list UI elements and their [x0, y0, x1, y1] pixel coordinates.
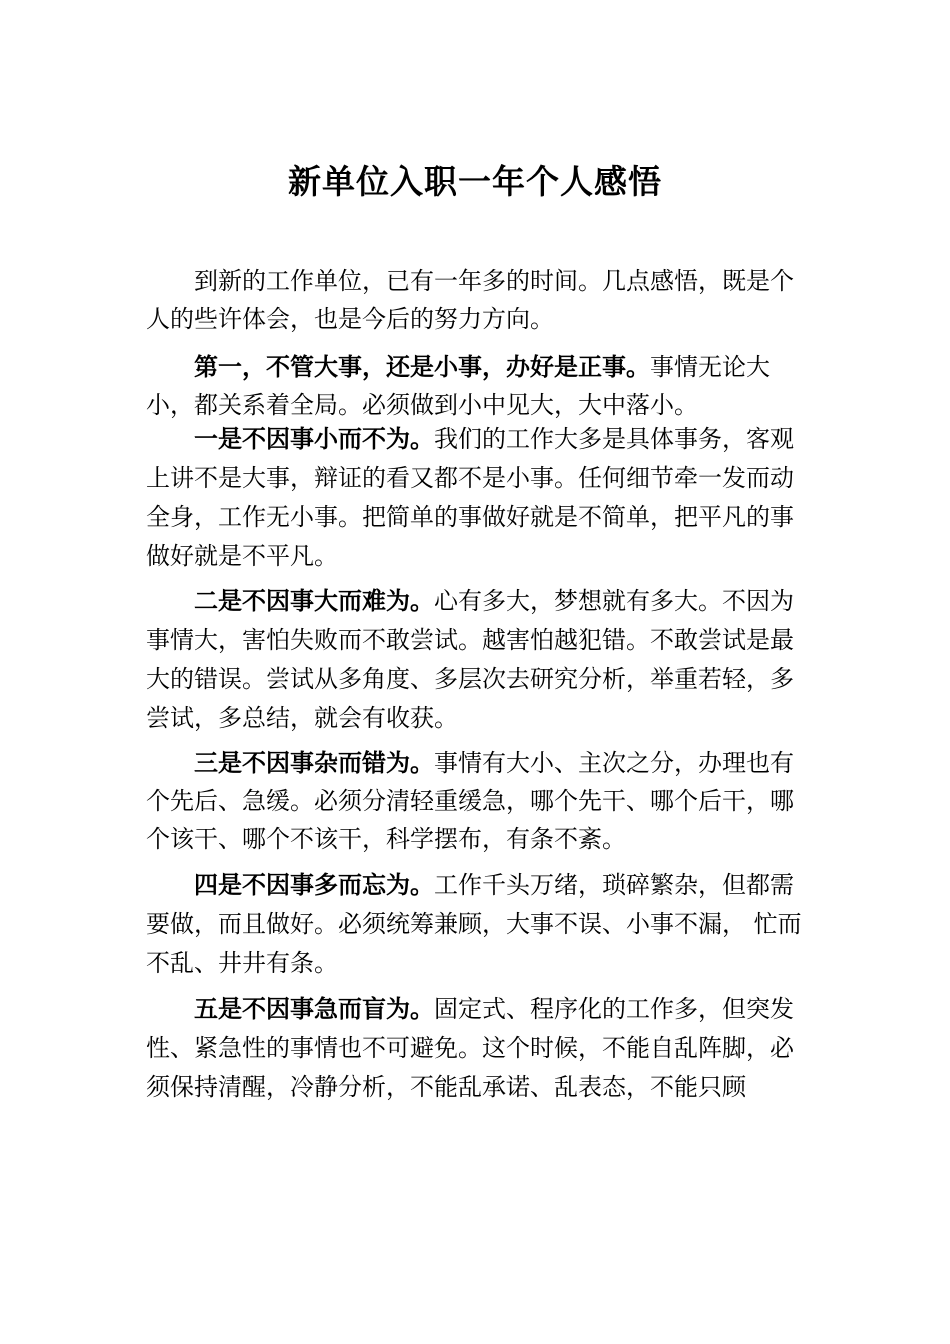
- section-text: 事情无论大小，都关系着全局。必须做到小中见大，大中落小。: [146, 353, 770, 419]
- section-paragraph-1: [146, 348, 810, 424]
- section-lead: 第一，不管大事，还是小事，办好是正事。: [194, 353, 650, 381]
- section-text: 固定式、程序化的工作多，但突发性、紧急性的事情也不可避免。这个时候，不能自乱阵脚，必须保持清醒，冷静分析，不能乱承诺、乱表态，不能只顾: [146, 995, 794, 1101]
- section-lead: 一是不因事小而不为。: [194, 425, 434, 453]
- section-paragraph-3: [146, 582, 810, 738]
- section-lead: 五是不因事急而盲为。: [194, 995, 434, 1023]
- section-paragraph-4: [146, 744, 810, 858]
- section-paragraph-2: [146, 420, 810, 576]
- section-text: 事情有大小、主次之分，办理也有个先后、急缓。必须分清轻重缓急，哪个先干、哪个后干，哪个该干、哪个不该干，科学摆布，有条不紊。: [146, 749, 794, 853]
- section-lead: 四是不因事多而忘为。: [194, 871, 434, 899]
- document-title: 新单位入职一年个人感悟: [288, 162, 662, 201]
- section-text: 心有多大，梦想就有多大。不因为事情大，害怕失败而不敢尝试。越害怕越犯错。不敢尝试是最大的错误。尝试从多角度、多层次去研究分析，举重若轻，多尝试，多总结，就会有收获。: [146, 587, 794, 732]
- section-text: 我们的工作大多是具体事务，客观上讲不是大事，辩证的看又都不是小事。任何细节牵一发而动全身，工作无小事。把简单的事做好就是不简单，把平凡的事做好就是不平凡。: [146, 425, 794, 570]
- section-lead: 三是不因事杂而错为。: [194, 749, 434, 777]
- section-paragraph-6: [146, 990, 810, 1107]
- intro-paragraph: 到新的工作单位，已有一年多的时间。几点感悟，既是个人的些许体会，也是今后的努力方向。: [146, 267, 794, 333]
- section-paragraph-5: [146, 866, 810, 983]
- section-lead: 二是不因事大而难为。: [194, 587, 434, 615]
- section-text: 工作千头万绪，琐碎繁杂，但都需要做，而且做好。必须统筹兼顾，大事不误、小事不漏， 忙而不乱、井井有条。: [146, 871, 802, 977]
